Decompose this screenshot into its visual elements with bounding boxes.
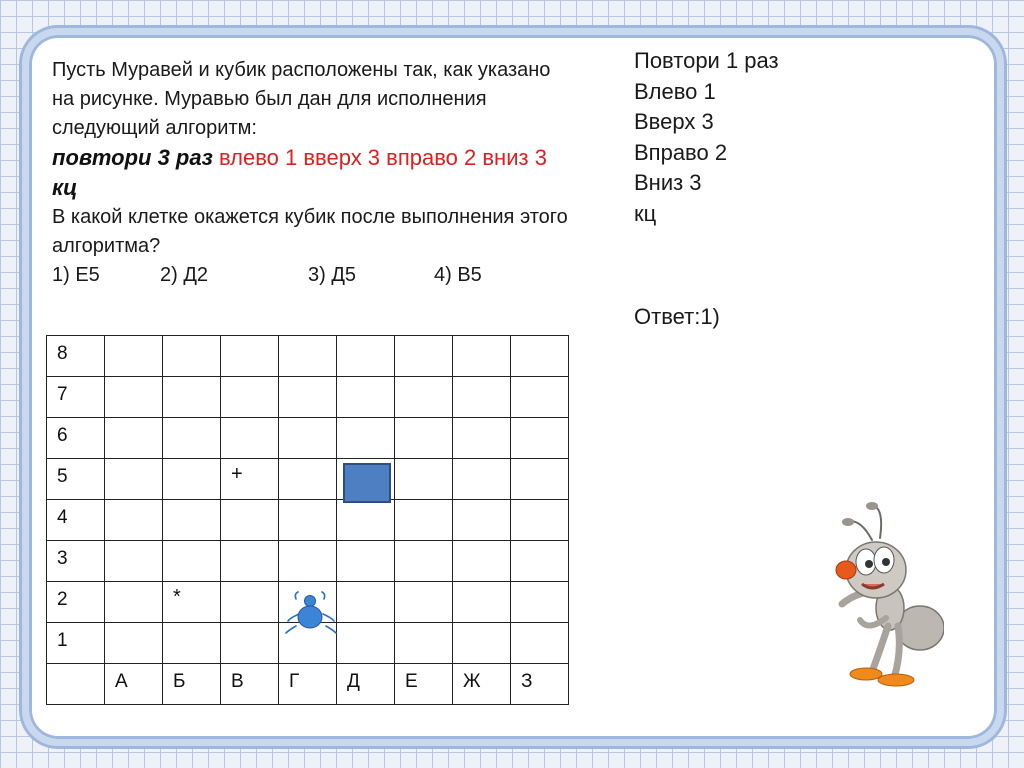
grid-cell	[453, 500, 511, 541]
grid-cell	[511, 500, 569, 541]
plus-mark-cell	[221, 459, 279, 500]
grid-cell	[511, 623, 569, 664]
grid-cell	[395, 377, 453, 418]
option-2[interactable]: 2) Д2	[160, 264, 209, 286]
grid-cell	[395, 582, 453, 623]
grid-row	[47, 418, 569, 459]
grid-cell	[337, 500, 395, 541]
col-label: З	[511, 664, 569, 705]
option-4[interactable]: 4) В5	[434, 264, 482, 286]
task-text	[52, 56, 572, 290]
grid-row	[47, 377, 569, 418]
row-label: 1	[47, 623, 105, 664]
grid-row	[47, 664, 569, 705]
grid-cell	[511, 418, 569, 459]
grid-cell	[221, 623, 279, 664]
grid-cell	[337, 418, 395, 459]
col-label: А	[105, 664, 163, 705]
grid-cell	[453, 582, 511, 623]
algo-keyword-start: повтори 3 раз	[52, 145, 213, 170]
row-label: 6	[47, 418, 105, 459]
row-label: 3	[47, 541, 105, 582]
grid-cell	[105, 500, 163, 541]
grid-cell	[337, 582, 395, 623]
grid-row	[47, 459, 569, 500]
row-label: 7	[47, 377, 105, 418]
grid-cell	[453, 336, 511, 377]
grid-cell	[163, 377, 221, 418]
grid-cell	[105, 459, 163, 500]
grid-cell	[163, 500, 221, 541]
grid-cell	[105, 418, 163, 459]
star-mark-cell	[163, 582, 221, 623]
grid-cell	[221, 500, 279, 541]
grid-cell	[279, 459, 337, 500]
algo-keyword-end: кц	[52, 175, 78, 200]
col-label: В	[221, 664, 279, 705]
grid-cell	[337, 377, 395, 418]
grid-cell	[337, 541, 395, 582]
grid-cell	[395, 459, 453, 500]
row-label: 8	[47, 336, 105, 377]
grid-corner	[47, 664, 105, 705]
grid-cell	[511, 582, 569, 623]
grid-row	[47, 336, 569, 377]
ant-character	[832, 500, 944, 690]
grid-cell	[511, 541, 569, 582]
col-label: Б	[163, 664, 221, 705]
grid-cell	[221, 582, 279, 623]
plus-mark: +	[231, 463, 243, 485]
star-mark: *	[173, 586, 181, 608]
grid-cell	[105, 377, 163, 418]
grid-cell	[163, 459, 221, 500]
grid-cell	[105, 623, 163, 664]
grid-cell	[337, 336, 395, 377]
grid-cell	[279, 500, 337, 541]
col-label: Е	[395, 664, 453, 705]
grid-cell	[279, 377, 337, 418]
grid-cell	[395, 623, 453, 664]
grid-cell	[221, 418, 279, 459]
col-label: Г	[279, 664, 337, 705]
grid-cell	[279, 418, 337, 459]
grid-cell	[453, 541, 511, 582]
grid-cell	[337, 623, 395, 664]
grid-cell	[221, 541, 279, 582]
option-3[interactable]: 3) Д5	[308, 264, 357, 286]
answer-text: Ответ:1)	[634, 304, 720, 329]
grid-cell	[453, 418, 511, 459]
grid-cell	[453, 459, 511, 500]
grid-cell	[163, 623, 221, 664]
grid-cell	[221, 336, 279, 377]
side-line: Вправо 2	[634, 139, 728, 165]
row-label: 2	[47, 582, 105, 623]
grid-cell	[395, 336, 453, 377]
row-label: 5	[47, 459, 105, 500]
grid-cell	[163, 336, 221, 377]
grid-cell	[395, 541, 453, 582]
grid-cell	[163, 418, 221, 459]
grid-row	[47, 541, 569, 582]
col-label: Д	[337, 664, 395, 705]
coordinate-grid	[46, 335, 569, 705]
side-line: Вверх 3	[634, 109, 714, 134]
grid-cell	[395, 500, 453, 541]
grid-cell	[279, 541, 337, 582]
option-1[interactable]: 1) Е5	[52, 264, 100, 286]
grid-row	[47, 500, 569, 541]
row-label: 4	[47, 500, 105, 541]
bug-icon[interactable]	[284, 588, 338, 634]
grid-cell	[105, 582, 163, 623]
grid-cell	[221, 377, 279, 418]
grid-cell	[511, 377, 569, 418]
grid-cell	[453, 623, 511, 664]
side-line: кц	[634, 200, 657, 226]
grid-cell	[511, 336, 569, 377]
grid-cell	[163, 541, 221, 582]
side-line: Повтори 1 раз	[634, 48, 779, 73]
algo-body: влево 1 вверх 3 вправо 2 вниз 3	[218, 145, 547, 170]
answer-options	[52, 261, 572, 290]
grid-cell	[395, 418, 453, 459]
grid-cell	[105, 541, 163, 582]
grid-cell	[279, 336, 337, 377]
task-algorithm	[52, 143, 572, 203]
col-label: Ж	[453, 664, 511, 705]
side-line: Влево 1	[634, 78, 716, 104]
grid-cell	[105, 336, 163, 377]
side-algorithm	[634, 46, 779, 229]
task-intro: Пусть Муравей и кубик расположены так, как указано на рисунке. Муравью был дан для исполнения следующий алгоритм:	[52, 59, 551, 139]
grid-cell	[511, 459, 569, 500]
cube[interactable]	[343, 463, 391, 503]
side-line: Вниз 3	[634, 170, 702, 195]
grid-cell	[453, 377, 511, 418]
task-question: В какой клетке окажется кубик после выполнения этого алгоритма?	[52, 206, 568, 257]
